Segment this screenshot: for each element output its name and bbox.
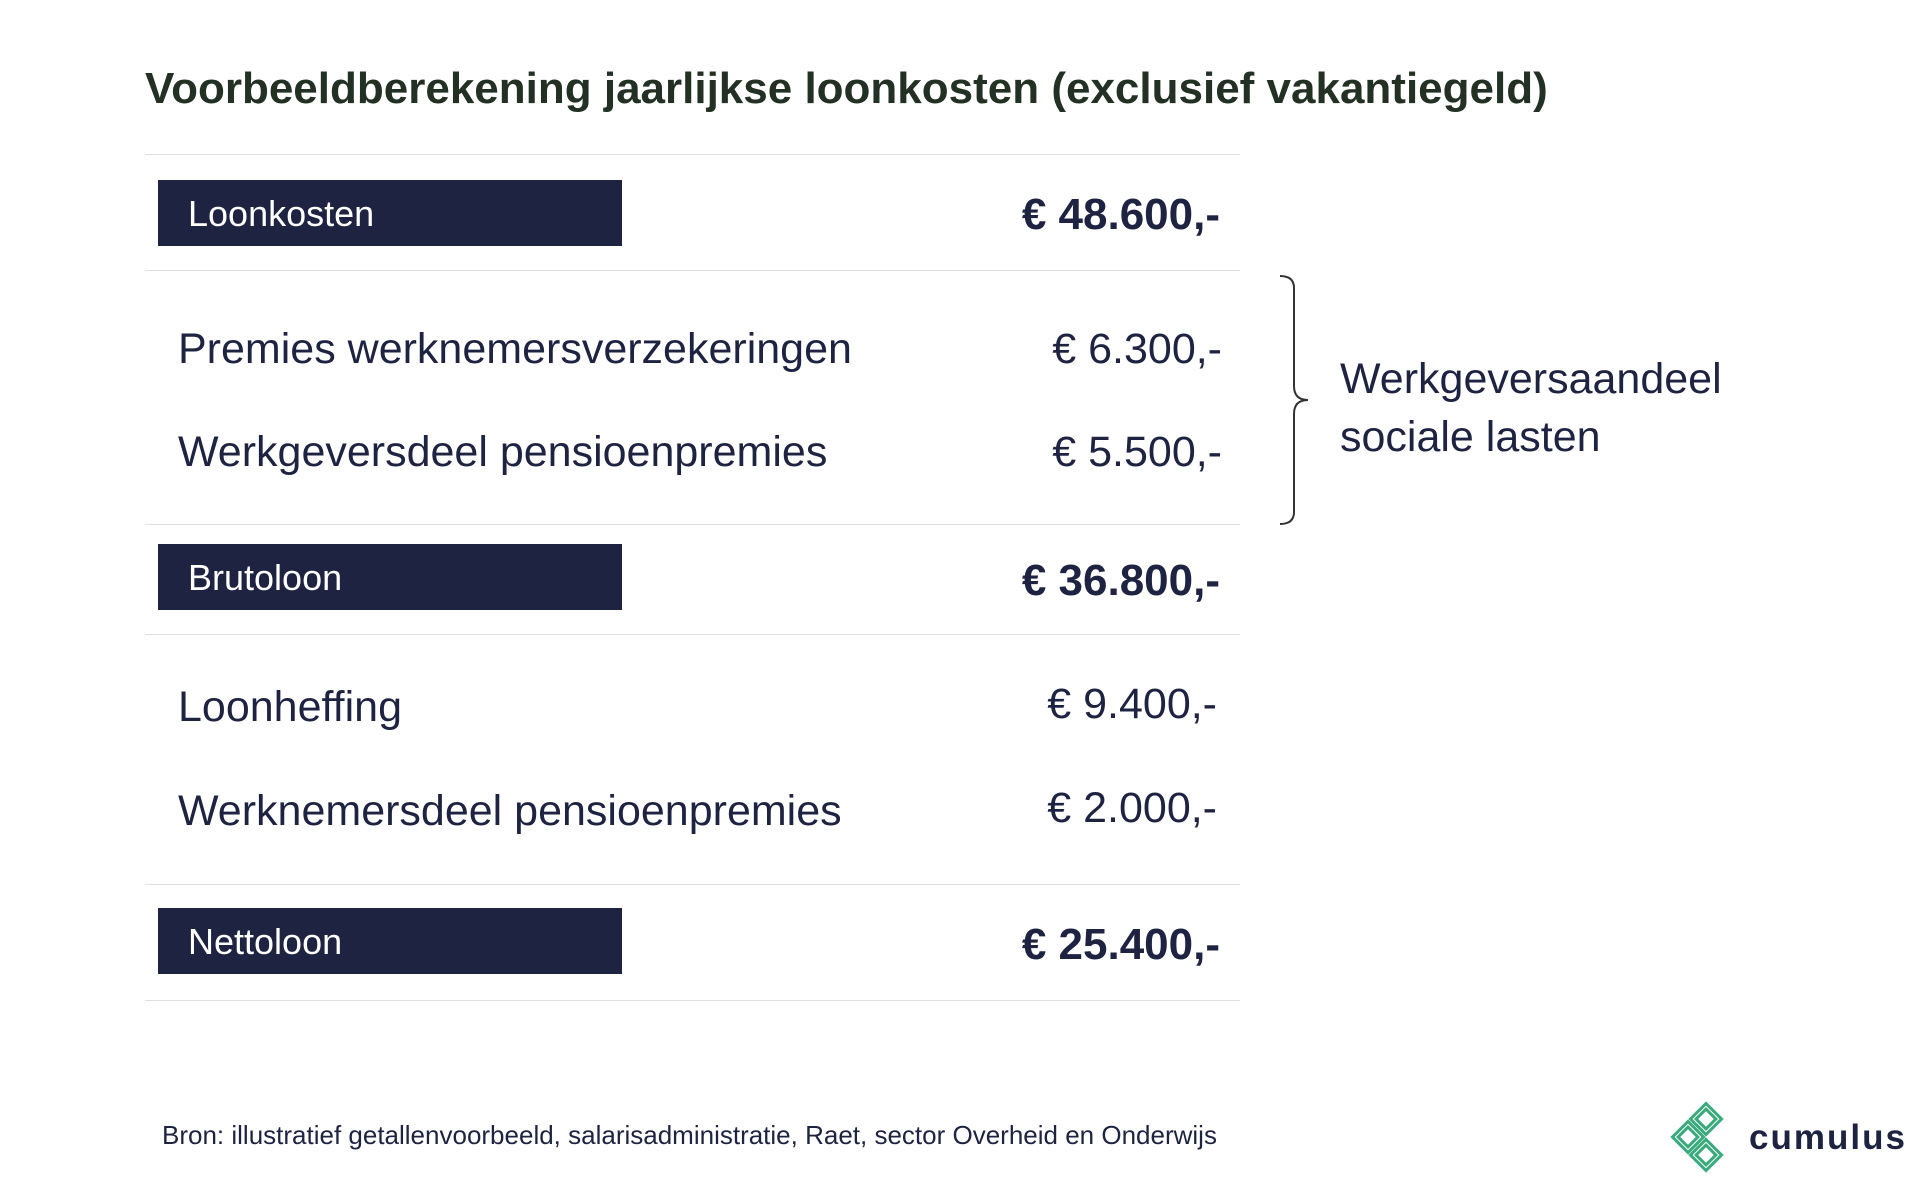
divider (145, 524, 1240, 525)
curly-bracket-icon (1278, 274, 1312, 528)
divider (145, 154, 1240, 155)
page-title: Voorbeeldberekening jaarlijkse loonkosten (exclusief vakantiegeld) (145, 64, 1548, 113)
cumulus-logo-icon (1665, 1100, 1741, 1176)
loonheffing-label: Loonheffing (178, 683, 402, 731)
werkgeversdeel-pensioenpremies-label: Werkgeversdeel pensioenpremies (178, 428, 828, 476)
loonheffing-value: € 9.400,- (1047, 680, 1217, 728)
logo-text: cumulus (1749, 1118, 1907, 1157)
bracket-label (1340, 350, 1722, 466)
brutoloon-label: Brutoloon (158, 544, 622, 610)
nettoloon-label: Nettoloon (158, 908, 622, 974)
source-note: Bron: illustratief getallenvoorbeeld, salarisadministratie, Raet, sector Overheid en Onderwijs (162, 1120, 1217, 1150)
divider (145, 884, 1240, 885)
loonkosten-label: Loonkosten (158, 180, 622, 246)
loonkosten-value: € 48.600,- (1021, 190, 1220, 239)
werkgeversdeel-pensioenpremies-value: € 5.500,- (1052, 428, 1222, 476)
werknemersdeel-pensioenpremies-label: Werknemersdeel pensioenpremies (178, 787, 842, 835)
brutoloon-value: € 36.800,- (1021, 556, 1220, 605)
cumulus-logo (1665, 1100, 1907, 1176)
nettoloon-value: € 25.400,- (1021, 920, 1220, 969)
bracket-label-line2: sociale lasten (1340, 413, 1601, 462)
werknemersdeel-pensioenpremies-value: € 2.000,- (1047, 784, 1217, 832)
divider (145, 634, 1240, 635)
bracket-label-line1: Werkgeversaandeel (1340, 355, 1722, 403)
premies-werknemersverzekeringen-value: € 6.300,- (1052, 325, 1222, 373)
divider (145, 270, 1240, 271)
divider (145, 1000, 1240, 1001)
premies-werknemersverzekeringen-label: Premies werknemersverzekeringen (178, 325, 852, 373)
